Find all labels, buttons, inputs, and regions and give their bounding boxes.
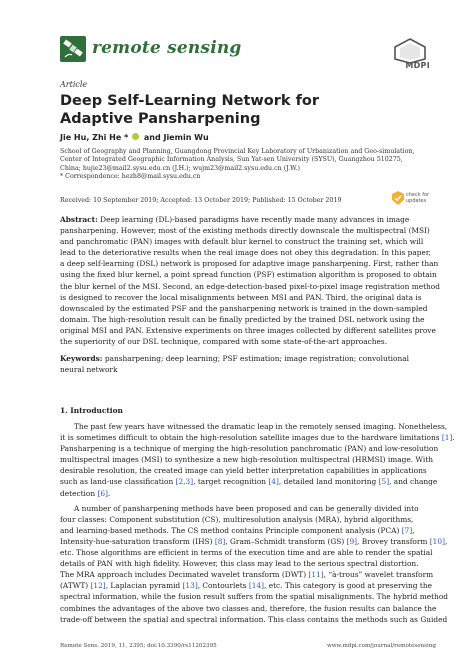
affiliation-line: China; hujie23@mail2.sysu.edu.cn (J.H.); wujm23@mail2.sysu.edu.cn (J.W.) [60,164,300,172]
article-type: Article [60,80,88,89]
body-line [60,525,436,536]
body-text: four classes: Component substitution (CS), multiresolution analysis (MRA), hybrid algorithms, [60,514,414,524]
title-line: Adaptive Pansharpening [60,111,261,127]
abstract-line: the superiority of our DSL technique, compared with some state-of-the-art approaches. [60,337,388,347]
body-text: combines the advantages of the above two classes and, therefore, the fusion results can balance the [60,603,437,613]
body-text: detection [60,488,98,498]
body-text: A number of pansharpening methods have been proposed and can be generally divided into [74,503,419,513]
body-text: spectral information, while the fusion result suffers from the spatial misalignments. The hybrid method [60,592,449,602]
body-line [60,432,455,443]
body-text: , target recognition [193,477,269,487]
keywords-text: pansharpening; deep learning; PSF estimation; image registration; convolutional [102,354,410,363]
body-text: it is sometimes difficult to obtain the high-resolution satellite images due to the hardware limitations [60,433,442,443]
body-text: , etc. This category is good at preserving the [264,581,432,591]
body-text: trade-off between the spatial and spectral information. This class contains the methods such as Guided [60,614,448,624]
body-text: , Contourlets [197,581,249,591]
journal-name: remote sensing [92,38,242,58]
body-text: , and change [389,477,438,487]
abstract-line: original MSI and PAN. Extensive experiments on three images collected by different satellites prove [60,325,436,335]
body-line [60,558,436,569]
body-text: Intensity-hue-saturation transform (IHS) [60,536,215,546]
citation-link[interactable]: [13] [182,581,198,591]
abstract-line: the blur kernel of the MSI. Second, an edge-detection-based pixel-to-pixel image registration method [60,281,440,291]
orcid-icon[interactable] [132,133,139,140]
abstract-line: a deep self-learning (DSL) network is proposed for adaptive image pansharpening. First, rather than [60,259,439,269]
citation-link[interactable]: [9] [346,536,358,546]
citation-link[interactable]: [14] [248,581,264,591]
body-line [60,514,436,525]
body-line [60,454,436,465]
body-text: multispectral images (MSI) to synthesize a new high-resolution multispectral (HRMSI) image. With [60,455,433,465]
keywords-line: neural network [60,365,118,375]
publication-dates: Received: 10 September 2019; Accepted: 13 October 2019; Published: 15 October 2019 [60,197,342,204]
paper-title [60,92,390,128]
body-line [60,465,436,476]
body-text: , [444,536,448,546]
body-text: Pansharpening is a technique of merging the high-resolution panchromatic (PAN) and low-resolution [60,444,439,454]
body-line [60,503,436,514]
abstract-line: pansharpening. However, most of the existing methods directly downscale the multispectral (MSI) [60,226,430,236]
citation-link[interactable]: [5] [378,477,390,487]
keywords-label: Keywords: [60,354,103,363]
check-for-updates-badge[interactable] [392,189,436,209]
body-text: The past few years have witnessed the dramatic leap in the remotely sensed imaging. Nonetheless, [74,422,448,431]
check-updates-label [406,192,429,204]
body-line [60,603,436,614]
title-line: Deep Self-Learning Network for [60,93,320,109]
body-text: , detailed land monitoring [278,477,379,487]
body-text: . [107,488,111,498]
check-updates-line: updates [406,198,427,204]
keywords-line [60,353,436,364]
journal-url[interactable]: www.mdpi.com/journal/remotesensing [326,643,436,649]
body-line [60,580,436,591]
citation-link[interactable]: [8] [214,536,226,546]
body-text: etc. Those algorithms are efficient in terms of the execution time and are able to render the spatial [60,548,433,558]
affiliation-line: Center of Integrated Geographic Information Analysis, Sun Yat-sen University (SYSU), Guangzhou 510275, [60,156,403,164]
check-updates-icon [392,191,404,205]
satellite-icon [60,36,86,62]
authors-text: and Jiemin Wu [143,133,209,142]
body-text: (ATWT) [60,581,91,591]
body-text: desirable resolution, the created image can yield better interpretation capabilities in applications [60,466,427,476]
body-text: , [412,525,415,535]
body-line [60,476,436,487]
correspondence-line: * Correspondence: hezh8@mail.sysu.edu.cn [60,173,201,181]
citation-footer: Remote Sens. 2019, 11, 2395; doi:10.3390/rs11202395 [60,643,217,649]
citation-link[interactable]: [10] [429,536,445,546]
paragraph [60,421,455,499]
abstract-label: Abstract: [60,215,98,224]
abstract-line: lead to the deteriorative results when the real image does not obey this degradation. In this paper, [60,248,431,258]
body-line [60,547,436,558]
journal-header [52,30,432,70]
affiliation-line: School of Geography and Planning, Guangdong Provincial Key Laboratory of Urbanization and Geo-simulation, [60,148,415,155]
author-list [60,133,209,142]
citation-link[interactable]: [12] [90,581,106,591]
citation-link[interactable]: [2,3] [175,477,194,487]
affiliation-block [60,148,430,182]
introduction-body [60,421,455,625]
body-text: such as land-use classification [60,477,176,487]
citation-link[interactable]: [4] [268,477,279,487]
body-text: , Gram–Schmidt transform (GS) [225,536,347,546]
abstract-line: is designed to recover the local misalignments between MSI and PAN. Third, the original data is [60,292,422,302]
body-line [60,421,448,432]
body-line [60,536,448,547]
abstract-line: using the fixed blur kernel, a point spread function (PSF) estimation algorithm is proposed to obtain [60,270,437,280]
citation-link[interactable]: [1] [441,433,453,443]
body-text: details of PAN with high fidelity. However, this class may lead to the serious spectral distortion. [60,559,419,569]
body-text: and learning-based methods. The CS method contains Principle component analysis (PCA) [60,525,402,535]
keywords [60,353,436,375]
body-line [60,591,449,602]
body-text: , Laplacian pyramid [105,581,183,591]
abstract-line: domain. The high-resolution result can be finally predicted by the trained DSL network using the [60,314,425,324]
body-text: . [452,433,455,443]
body-line [60,443,439,454]
abstract [60,214,440,347]
citation-link[interactable]: [7] [401,525,413,535]
section-heading: 1. Introduction [60,406,123,415]
abstract-line [60,214,436,225]
check-updates-line: check for [406,192,430,198]
abstract-line: downscaled by the estimated PSF and the pansharpening network is trained in the down-sampled [60,303,428,313]
body-line [60,569,436,580]
citation-link[interactable]: [6] [97,488,108,498]
authors-text: Jie Hu, Zhi He * [60,133,129,142]
body-text: , “à-trous” wavelet transform [323,570,434,580]
abstract-text: Deep learning (DL)-based paradigms have recently made many advances in image [97,215,410,224]
body-text: The MRA approach includes Decimated wavelet transform (DWT) [60,570,309,580]
publisher-name: MDPI [405,61,430,70]
body-text: , Brovey transform [357,536,430,546]
paragraph [60,503,449,625]
page-footer [60,643,436,649]
abstract-line: and panchromatic (PAN) images with default blur kernel to construct the training set, which will [60,237,424,247]
body-line [60,614,448,625]
citation-link[interactable]: [11] [308,570,324,580]
body-line [60,488,436,499]
